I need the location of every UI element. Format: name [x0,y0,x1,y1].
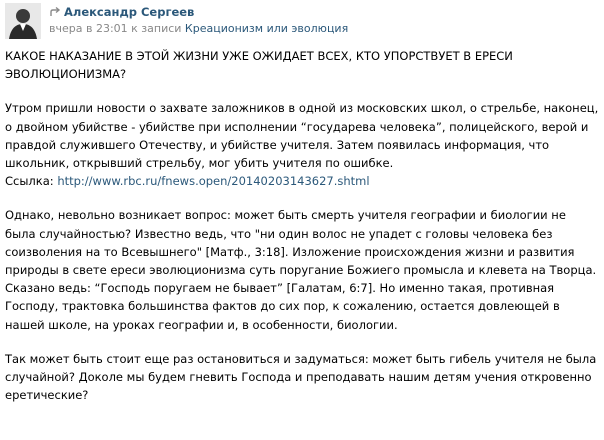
post-paragraph-3: Так может быть стоит еще раз остановиться и задуматься: может быть гибель учителя не была случайной? Доколе мы будем гневить Господа и преподавать нашим детям учения откровенно еретические? [5,351,597,403]
meta-prefix: к записи [127,22,185,35]
avatar-image [5,3,41,39]
post-meta [49,21,598,37]
paragraph-1-text: Утром пришли новости о захвате заложников в одной из московских школ, о стрельбе, наконец, о двойном убийстве - убийстве при исполнении “государева человека”, полицейского, верой и правдой служившего Отечеству, и убийстве учителя. Затем появилась информация, что школьник, открывший стрельбу, мог убить учителя по ошибке. [5,101,599,171]
post-header [49,4,598,37]
post-paragraph-1 [5,99,599,190]
post-content [5,47,599,420]
author-name-link[interactable]: Александр Сергеев [64,5,195,19]
post-time-link[interactable]: вчера в 23:01 [49,22,128,35]
author-line [49,4,598,20]
news-url-link[interactable]: http://www.rbc.ru/fnews.open/20140203143627.shtml [57,174,370,189]
user-avatar[interactable] [5,3,41,39]
repost-arrow-icon [49,6,61,18]
source-post-link[interactable]: Креационизм или эволюция [184,22,349,35]
post-paragraph-2: Однако, невольно возникает вопрос: может быть смерть учителя географии и биологии не была случайностью? Известно ведь, что "ни один волос не упадет с головы человека без соизволения на то Всевышнего" [Матф., 3:18]. Изложение происхождения жизни и развития природы в свете ереси эволюционизма суть поругание Божиего промысла и клевета на Творца. Сказано ведь: “Господь поругаем не бывает” [Галатам, 6:7]. Но именно такая, противная Господу, трактовка большинства фактов до сих пор, к сожалению, остается довлеющей в нашей школе, на уроках географии и, в особенности, биологии. [5,208,597,332]
link-label: Ссылка: [5,174,58,189]
post-title: КАКОЕ НАКАЗАНИЕ В ЭТОЙ ЖИЗНИ УЖЕ ОЖИДАЕТ ВСЕХ, КТО УПОРСТВУЕТ В ЕРЕСИ ЭВОЛЮЦИОНИЗМА? [5,49,513,82]
